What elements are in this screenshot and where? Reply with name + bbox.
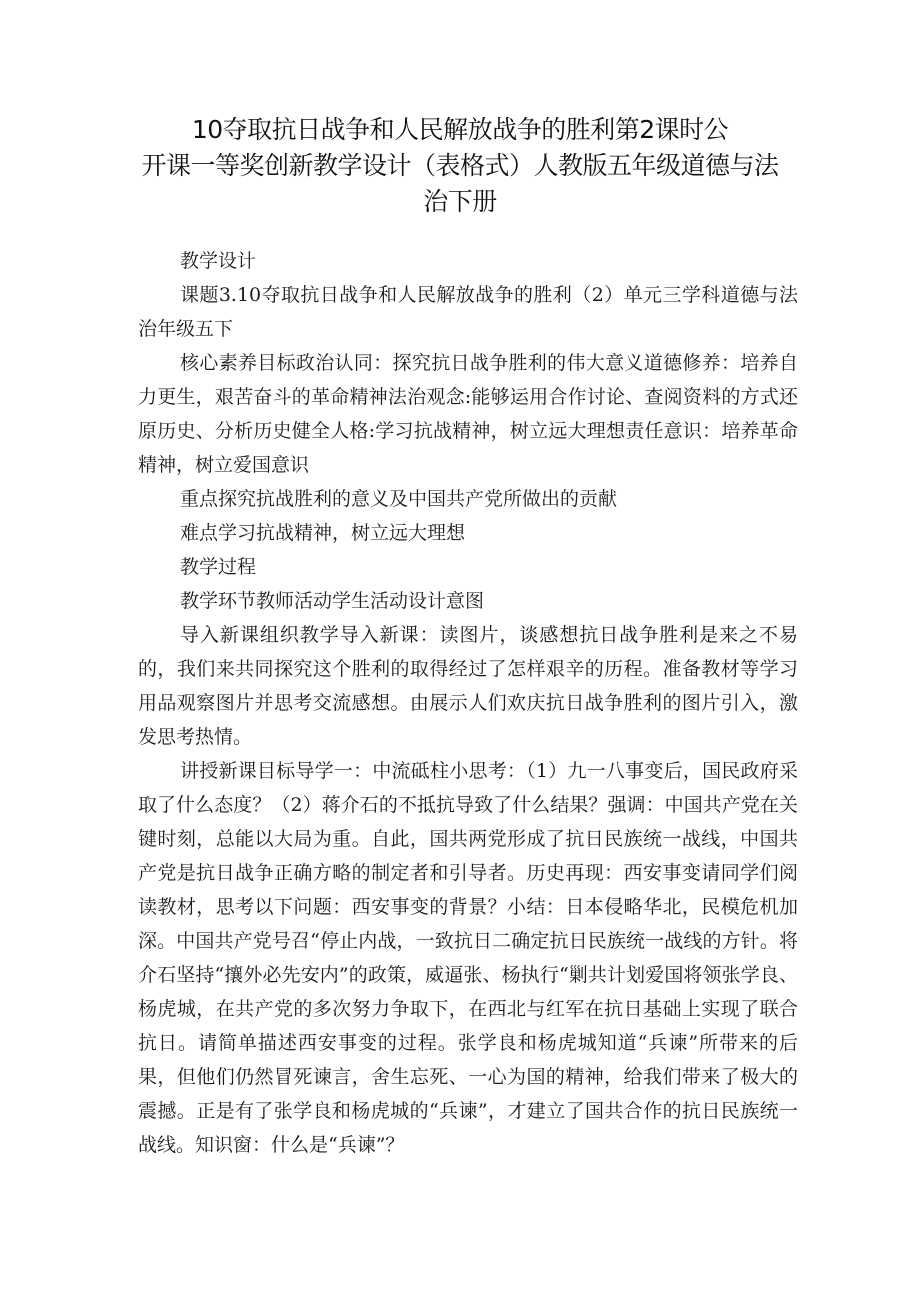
paragraph-difficult-points: 难点学习抗战精神，树立远大理想 — [180, 522, 466, 544]
title-line-3: 治下册 — [423, 187, 497, 216]
document-title — [120, 112, 800, 220]
paragraph-table-headers: 教学环节教师活动学生活动设计意图 — [180, 590, 485, 612]
paragraph-core-literacy-goals: 核心素养目标政治认同：探究抗日战争胜利的伟大意义道德修养：培养自力更生，艰苦奋斗的革命精神法治观念:能够运用合作讨论、查阅资料的方式还原历史、分析历史健全人格:学习抗战精神，树立远大理想责任意识：培养革命精神，树立爱国意识 — [138, 352, 798, 476]
paragraph-introduction: 导入新课组织教学导入新课：读图片，谈感想抗日战争胜利是来之不易的，我们来共同探究这个胜利的取得经过了怎样艰辛的历程。准备教材等学习用品观察图片并思考交流感想。由展示人们欢庆抗日战争胜利的图片引入，激发思考热情。 — [138, 624, 798, 748]
document-body — [138, 244, 798, 1162]
title-line-1: 10夺取抗日战争和人民解放战争的胜利第2课时公 — [191, 115, 729, 144]
paragraph-course-topic: 课题3.10夺取抗日战争和人民解放战争的胜利（2）单元三学科道德与法治年级五下 — [138, 284, 798, 340]
paragraph-new-lesson: 讲授新课目标导学一：中流砥柱小思考：（1）九一八事变后，国民政府采取了什么态度？（2）蒋介石的不抵抗导致了什么结果？强调：中国共产党在关键时刻，总能以大局为重。自此，国共两党形成了抗日民族统一战线，中国共产党是抗日战争正确方略的制定者和引导者。历史再现：西安事变请同学们阅读教材，思考以下问题：西安事变的背景？小结：日本侵略华北，民模危机加深。中国共产党号召“停止内战，一致抗日二确定抗日民族统一战线的方针。将介石坚持“攘外必先安内”的政策，威逼张、杨执行“剿共计划爱国将领张学良、杨虎城，在共产党的多次努力争取下，在西北与红军在抗日基础上实现了联合抗日。请简单描述西安事变的过程。张学良和杨虎城知道“兵谏”所带来的后果，但他们仍然冒死谏言，舍生忘死、一心为国的精神，给我们带来了极大的震撼。正是有了张学良和杨虎城的“兵谏”，才建立了国共合作的抗日民族统一战线。知识窗：什么是“兵谏”？ — [138, 760, 798, 1156]
paragraph-key-points: 重点探究抗战胜利的意义及中国共产党所做出的贡献 — [180, 488, 618, 510]
heading-teaching-process: 教学过程 — [180, 556, 257, 578]
heading-teaching-design: 教学设计 — [180, 250, 257, 272]
title-line-2: 开课一等奖创新教学设计（表格式）人教版五年级道德与法 — [141, 151, 779, 180]
